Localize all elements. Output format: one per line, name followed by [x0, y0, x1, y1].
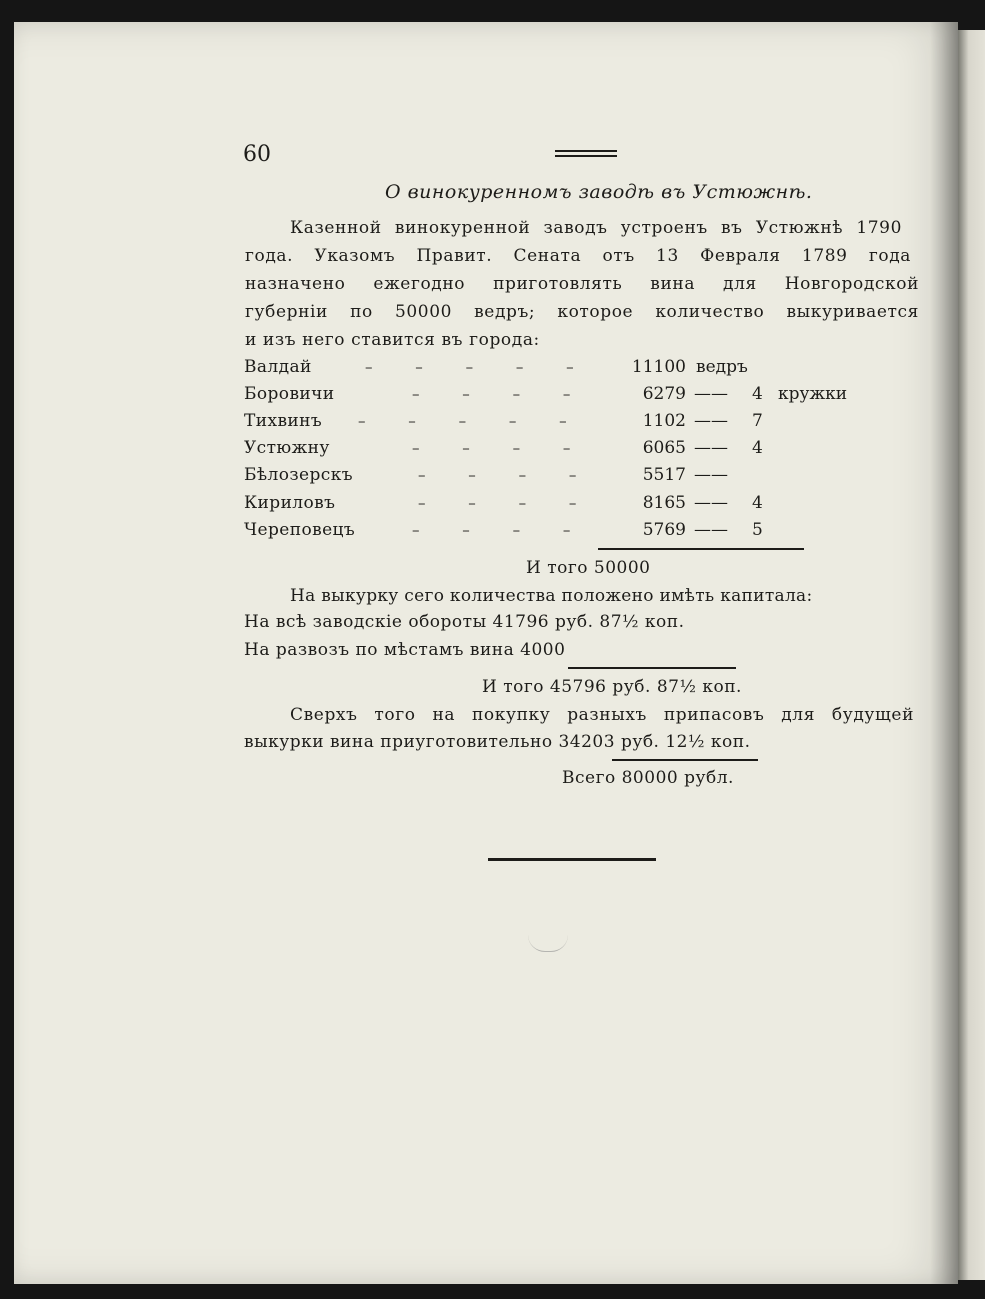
long-dash: —— — [694, 520, 728, 540]
cups-value: 4 — [752, 438, 763, 458]
city-name: Боровичи — [244, 384, 335, 404]
section-title: О винокуренномъ заводѣ въ Устюжнѣ. — [385, 181, 813, 203]
city-quantity: 5517 — [642, 465, 686, 485]
long-dash: —— — [694, 411, 728, 431]
capital-total: И того 45796 руб. 87½ коп. — [482, 677, 742, 697]
capital-intro: На выкурку сего количества положено имѣть капитала: — [290, 586, 813, 606]
cups-value: 4 — [752, 384, 763, 404]
long-dash: —— — [694, 465, 728, 485]
intro-line-4: губерніи по 50000 ведръ; которое количество выкуривается — [245, 302, 919, 322]
cups-value: 5 — [752, 520, 763, 540]
city-quantity: 6279 — [642, 384, 686, 404]
city-name: Кириловъ — [244, 493, 336, 513]
capital-item-transport: На развозъ по мѣстамъ вина 4000 — [244, 640, 566, 660]
dash-leader: – – – – — [412, 521, 571, 539]
capital-item-operations: На всѣ заводскіе обороты 41796 руб. 87½ коп. — [244, 612, 685, 632]
intro-line-5: и изъ него ставится въ города: — [245, 330, 540, 350]
sum-rule — [598, 548, 804, 550]
dash-leader: – – – – — [418, 494, 577, 512]
quantity-unit: ведръ — [696, 357, 748, 377]
city-name: Череповецъ — [244, 520, 356, 540]
pencil-mark — [528, 935, 568, 952]
header-double-rule — [555, 150, 617, 160]
closing-rule — [488, 858, 656, 861]
city-name: Валдай — [244, 357, 312, 377]
dash-leader: – – – – – — [365, 358, 574, 376]
city-name: Устюжну — [244, 438, 330, 458]
city-quantity: 1102 — [642, 411, 686, 431]
cups-value: 4 — [752, 493, 763, 513]
cups-label: кружки — [778, 384, 848, 404]
city-quantity: 11100 — [631, 357, 686, 377]
city-quantity: 5769 — [642, 520, 686, 540]
cups-value: 7 — [752, 411, 763, 431]
grand-sum-rule — [612, 759, 758, 761]
long-dash: —— — [694, 438, 728, 458]
dash-leader: – – – – — [412, 439, 571, 457]
city-name: Тихвинъ — [244, 411, 323, 431]
intro-line-2: года. Указомъ Правит. Сената отъ 13 Февраля 1789 года — [245, 246, 911, 266]
intro-line-3: назначено ежегодно приготовлять вина для Новгородской — [245, 274, 919, 294]
dash-leader: – – – – — [412, 385, 571, 403]
supplies-line-1: Сверхъ того на покупку разныхъ припасовъ для будущей — [290, 705, 914, 725]
long-dash: —— — [694, 493, 728, 513]
capital-sum-rule — [568, 667, 736, 669]
dash-leader: – – – – — [418, 466, 577, 484]
long-dash: —— — [694, 384, 728, 404]
grand-total: Всего 80000 рубл. — [562, 768, 734, 788]
supplies-line-2: выкурки вина приуготовительно 34203 руб. 12½ коп. — [244, 732, 751, 752]
distribution-total: И того 50000 — [526, 558, 651, 578]
city-name: Бѣлозерскъ — [244, 465, 353, 485]
city-quantity: 8165 — [642, 493, 686, 513]
dash-leader: – – – – – — [358, 412, 567, 430]
intro-line-1: Казенной винокуренной заводъ устроенъ въ Устюжнѣ 1790 — [290, 218, 902, 238]
city-quantity: 6065 — [642, 438, 686, 458]
page-number: 60 — [243, 142, 271, 167]
